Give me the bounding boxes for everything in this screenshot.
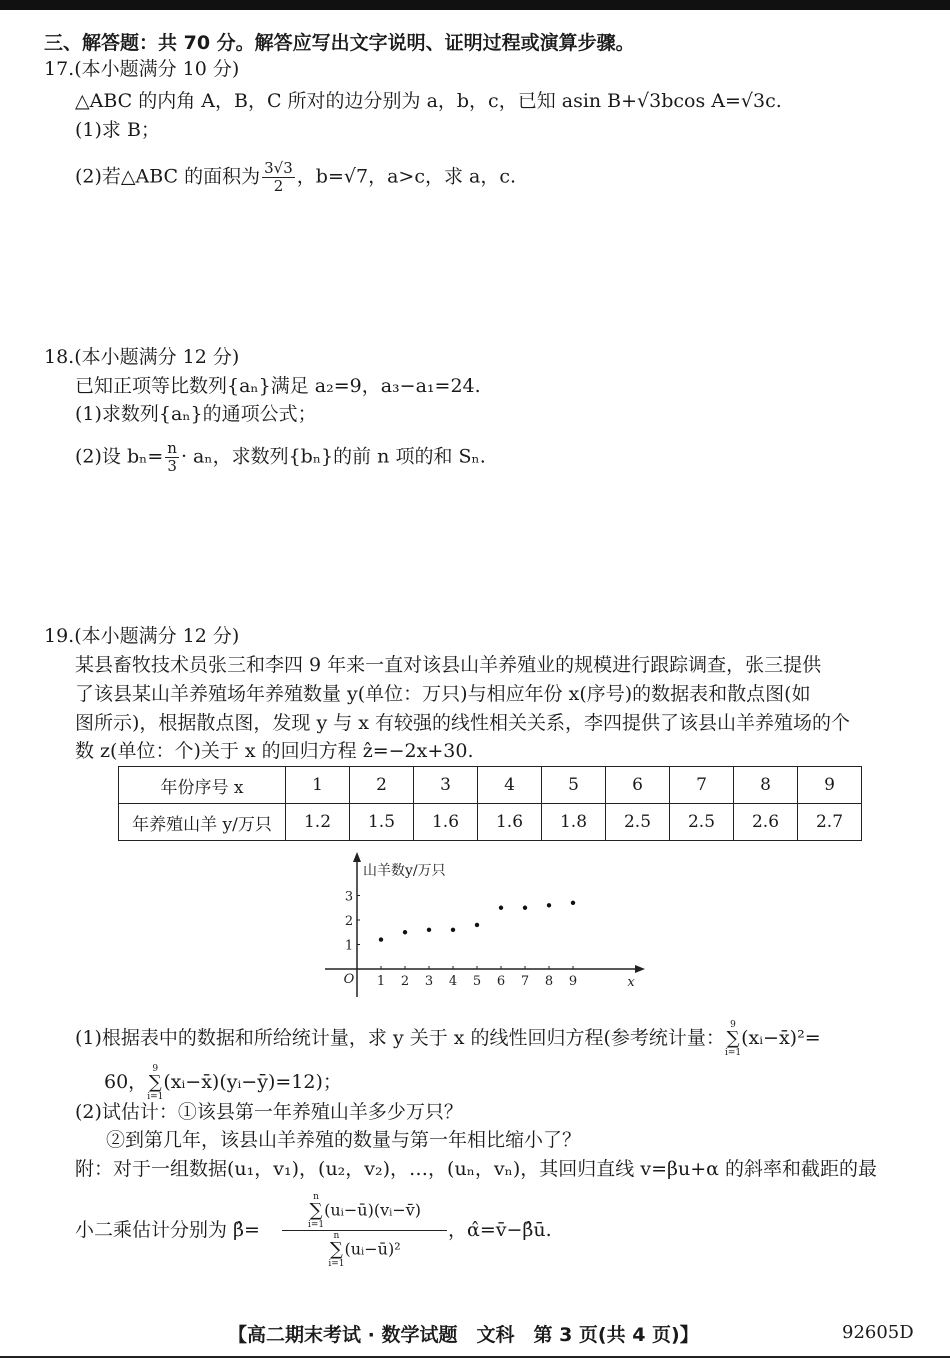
x-tick-label: 6 xyxy=(496,974,506,989)
table-cell: 1.5 xyxy=(350,804,414,841)
data-point xyxy=(523,906,527,910)
origin-label: O xyxy=(343,972,355,987)
data-point xyxy=(403,930,407,934)
table-row-x xyxy=(119,767,862,804)
table-cell: 1.6 xyxy=(478,804,542,841)
summation-sign: 9 ∑ i=1 xyxy=(724,1020,742,1058)
table-cell: 5 xyxy=(542,767,606,804)
q19-part2: (2)试估计：①该县第一年养殖山羊多少万只？ xyxy=(75,1101,463,1123)
q19-stem-line-4: 数 z(单位：个)关于 x 的回归方程 ẑ=−2x+30. xyxy=(75,740,474,762)
data-table xyxy=(118,766,862,841)
page-footer: 【高二期末考试 · 数学试题 文科 第 3 页(共 4 页)】 xyxy=(228,1324,699,1346)
scatter-plot xyxy=(320,850,635,998)
table-cell: 2.5 xyxy=(670,804,734,841)
q19-title: 19.(本小题满分 12 分) xyxy=(44,625,240,647)
sum-lower: i=1 xyxy=(724,1048,742,1058)
x-tick-label: 7 xyxy=(520,974,530,989)
x-tick-label: 3 xyxy=(424,974,434,989)
paper-code: 92605D xyxy=(842,1322,914,1343)
sum-upper: 9 xyxy=(730,1020,736,1030)
table-header-x: 年份序号 x xyxy=(119,767,286,804)
table-cell: 8 xyxy=(734,767,798,804)
data-point xyxy=(571,901,575,905)
table-header-y: 年养殖山羊 y/万只 xyxy=(119,804,286,841)
q17-part2-suffix: ，b=√7，a>c，求 a，c. xyxy=(296,165,517,188)
beta-hat-fraction xyxy=(282,1192,447,1269)
beta-den-text: (uᵢ−ū)² xyxy=(344,1239,401,1259)
q19-part1-line1 xyxy=(75,1020,821,1058)
q19-note-prefix: 小二乘估计分别为 β̂= xyxy=(75,1219,260,1241)
data-point xyxy=(547,903,551,907)
q19-stem-line-3: 图所示)，根据散点图，发现 y 与 x 有较强的线性相关关系，李四提供了该县山羊养殖场的个 xyxy=(75,712,851,734)
q17-frac-num: 3√3 xyxy=(264,159,293,177)
sum-upper: n xyxy=(333,1231,340,1241)
data-point xyxy=(475,923,479,927)
top-border xyxy=(0,0,950,10)
table-cell: 6 xyxy=(606,767,670,804)
sum-upper: n xyxy=(313,1192,319,1202)
q18-frac-den: 3 xyxy=(167,457,177,475)
q19-part1-line2-prefix: 60， xyxy=(104,1071,148,1093)
q19-stem-line-1: 某县畜牧技术员张三和李四 9 年来一直对该县山羊养殖业的规模进行跟踪调查，张三提供 xyxy=(75,654,822,676)
q18-title: 18.(本小题满分 12 分) xyxy=(44,346,240,368)
q17-stem: △ABC 的内角 A，B，C 所对的边分别为 a，b，c，已知 asin B+√3bcos A=√3c. xyxy=(75,90,782,112)
q17-frac-den: 2 xyxy=(273,177,284,195)
sum-lower: i=1 xyxy=(147,1092,164,1102)
section-header: 三、解答题：共 70 分。解答应写出文字说明、证明过程或演算步骤。 xyxy=(44,32,635,54)
data-point xyxy=(379,937,383,941)
x-axis-arrow xyxy=(635,965,645,973)
q18-fraction xyxy=(165,440,179,475)
q18-part2-prefix: (2)设 bₙ= xyxy=(75,445,164,468)
table-cell: 2.6 xyxy=(734,804,798,841)
sum-upper: 9 xyxy=(152,1064,159,1074)
table-cell: 7 xyxy=(670,767,734,804)
summation-sign: 9 ∑ i=1 xyxy=(147,1064,164,1102)
x-tick-label: 2 xyxy=(400,974,410,989)
q19-note-suffix: ，α̂=v̄−β̂ū. xyxy=(448,1219,552,1241)
data-point xyxy=(499,906,503,910)
table-cell: 1.6 xyxy=(414,804,478,841)
q19-note-line1: 附：对于一组数据(u₁，v₁)，(u₂，v₂)，…，(uₙ，vₙ)，其回归直线 v=βu+α 的斜率和截距的最 xyxy=(75,1158,878,1180)
q17-part1: (1)求 B； xyxy=(75,119,160,141)
y-axis-label: 山羊数y/万只 xyxy=(363,863,446,879)
beta-num-text: (uᵢ−ū)(vᵢ−v̄) xyxy=(324,1200,422,1220)
y-tick-label: 1 xyxy=(344,938,354,954)
q19-part1-text: (1)根据表中的数据和所给统计量，求 y 关于 x 的线性回归方程(参考统计量： xyxy=(75,1027,725,1049)
y-tick-label: 3 xyxy=(344,889,354,905)
beta-numerator xyxy=(282,1192,447,1231)
x-tick-label: 9 xyxy=(568,974,578,989)
table-cell: 9 xyxy=(798,767,862,804)
table-cell: 4 xyxy=(478,767,542,804)
x-axis-label: x xyxy=(627,975,635,990)
q18-stem: 已知正项等比数列{aₙ}满足 a₂=9，a₃−a₁=24. xyxy=(75,375,481,397)
q19-part2b: ②到第几年，该县山羊养殖的数量与第一年相比缩小了？ xyxy=(106,1129,582,1151)
x-tick-label: 1 xyxy=(376,974,386,989)
q18-part2-suffix: · aₙ，求数列{bₙ}的前 n 项的和 Sₙ. xyxy=(180,445,486,468)
q19-part1-line2 xyxy=(104,1064,342,1102)
q19-part1-sum1: (xᵢ−x̄)²= xyxy=(741,1027,821,1049)
q17-area-fraction xyxy=(262,160,295,195)
x-tick-label: 8 xyxy=(544,974,554,989)
beta-denominator xyxy=(282,1231,447,1269)
summation-sign: n ∑ i=1 xyxy=(328,1231,345,1269)
data-point xyxy=(427,928,431,932)
y-axis-arrow xyxy=(353,852,361,862)
x-tick-label: 5 xyxy=(472,974,482,989)
summation-sign: n ∑ i=1 xyxy=(307,1192,325,1230)
table-cell: 3 xyxy=(414,767,478,804)
table-cell: 1.8 xyxy=(542,804,606,841)
table-row-y xyxy=(119,804,862,841)
q18-part1: (1)求数列{aₙ}的通项公式； xyxy=(75,403,317,425)
x-tick-label: 4 xyxy=(448,974,458,989)
q19-part1-sum2: (xᵢ−x̄)(yᵢ−ȳ)=12)； xyxy=(163,1071,342,1093)
q18-frac-num: n xyxy=(167,439,177,457)
table-cell: 1.2 xyxy=(286,804,350,841)
table-cell: 2 xyxy=(350,767,414,804)
q17-title: 17.(本小题满分 10 分) xyxy=(44,58,240,80)
sum-lower: i=1 xyxy=(328,1259,345,1269)
y-tick-label: 2 xyxy=(344,914,354,929)
table-cell: 2.5 xyxy=(606,804,670,841)
data-point xyxy=(451,928,455,932)
q17-part2 xyxy=(75,160,516,195)
q17-part2-prefix: (2)若△ABC 的面积为 xyxy=(75,165,261,188)
table-cell: 1 xyxy=(286,767,350,804)
q19-stem-line-2: 了该县某山羊养殖场年养殖数量 y(单位：万只)与相应年份 x(序号)的数据表和散点图(如 xyxy=(75,683,811,705)
bottom-border xyxy=(0,1356,950,1358)
q18-part2 xyxy=(75,440,486,475)
sum-lower: i=1 xyxy=(307,1220,325,1230)
table-cell: 2.7 xyxy=(798,804,862,841)
